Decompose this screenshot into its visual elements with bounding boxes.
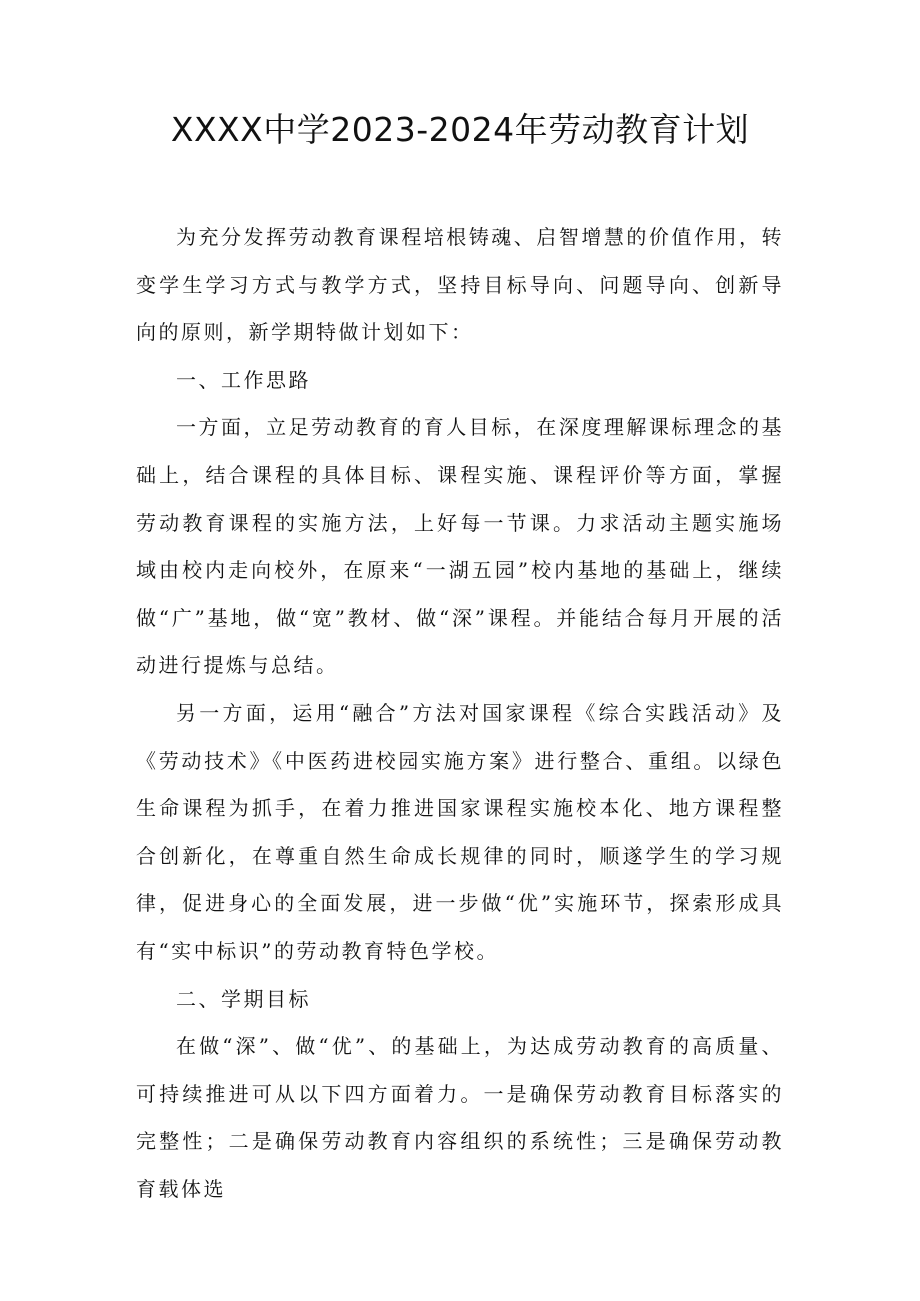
section-heading-work-ideas: 一、工作思路	[176, 367, 311, 392]
work-ideas-paragraph-2: 另一方面，运用“融合”方法对国家课程《综合实践活动》及《劳动技术》《中医药进校园实施方案》进行整合、重组。以绿色生命课程为抓手，在着力推进国家课程实施校本化、地方课程整合创新化，在尊重自然生命成长规律的同时，顺遂学生的学习规律，促进身心的全面发展，进一步做“优”实施环节，探索形成具有“实中标识”的劳动教育特色学校。	[136, 700, 784, 963]
work-ideas-paragraph-1: 一方面，立足劳动教育的育人目标，在深度理解课标理念的基础上，结合课程的具体目标、课程实施、课程评价等方面，掌握劳动教育课程的实施方法，上好每一节课。力求活动主题实施场域由校内走向校外，在原来“一湖五园”校内基地的基础上，继续做“广”基地，做“宽”教材、做“深”课程。并能结合每月开展的活动进行提炼与总结。	[136, 415, 784, 678]
semester-goals-paragraph: 在做“深”、做“优”、的基础上，为达成劳动教育的高质量、可持续推进可从以下四方面着力。一是确保劳动教育目标落实的完整性；二是确保劳动教育内容组织的系统性；三是确保劳动教育载体选	[136, 1034, 784, 1201]
intro-paragraph: 为充分发挥劳动教育课程培根铸魂、启智增慧的价值作用，转变学生学习方式与教学方式，坚持目标导向、问题导向、创新导向的原则，新学期特做计划如下：	[136, 225, 784, 345]
section-heading-semester-goals: 二、学期目标	[176, 986, 311, 1011]
document-body	[136, 214, 784, 1213]
document-title: XXXX中学2023-2024年劳动教育计划	[170, 110, 750, 149]
